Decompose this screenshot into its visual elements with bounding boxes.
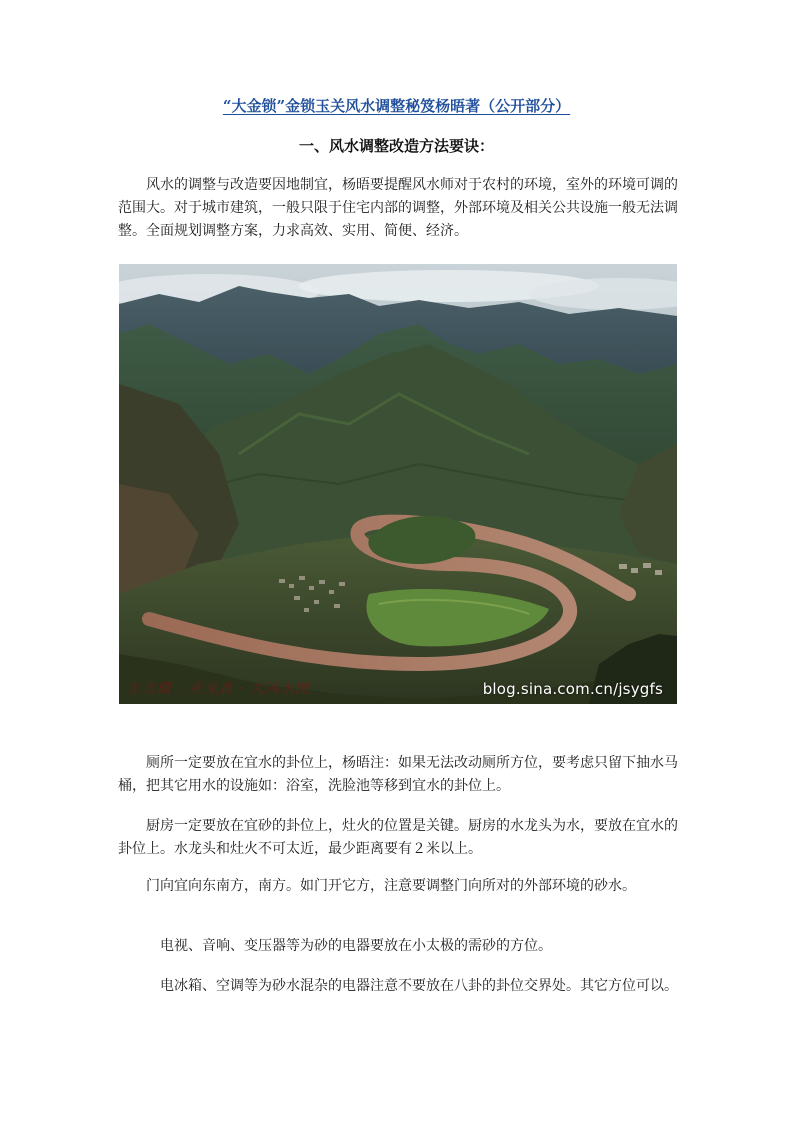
paragraph-appliances-mixed: 电冰箱、空调等为砂水混杂的电器注意不要放在八卦的卦位交界处。其它方位可以。 — [160, 978, 678, 994]
paragraph-appliances-sand: 电视、音响、变压器等为砂的电器要放在小太极的需砂的方位。 — [160, 938, 552, 954]
document-title — [0, 95, 793, 117]
landscape-illustration — [119, 264, 677, 704]
paragraph-door: 门向宜向东南方，南方。如门开它方，注意要调整门向所对的外部环境的砂水。 — [146, 878, 636, 894]
landscape-photo — [119, 264, 677, 704]
intro-paragraph: 风水的调整与改造要因地制宜，杨晤要提醒风水师对于农村的环境，室外的环境可调的范围大。对于城市建筑，一般只限于住宅内部的调整，外部环境及相关公共设施一般无法调整。全面规划调整方案，力求高效、实用、简便、经济。 — [118, 177, 678, 239]
section-heading: 一、风水调整改造方法要诀： — [298, 137, 494, 155]
paragraph-kitchen: 厨房一定要放在宜砂的卦位上，灶火的位置是关键。厨房的水龙头为水，要放在宜水的卦位上。水龙头和灶火不可太近，最少距离要有２米以上。 — [118, 818, 678, 857]
photo-stamp: 东方藏 · 赤龙真 · 大风水图 — [127, 681, 310, 697]
document-title-text: “大金锁”金锁玉关风水调整秘笈杨晤著（公开部分） — [222, 97, 571, 115]
photo-watermark: blog.sina.com.cn/jsygfs — [482, 680, 663, 698]
paragraph-toilet: 厕所一定要放在宜水的卦位上，杨晤注：如果无法改动厕所方位，要考虑只留下抽水马桶，把其它用水的设施如：浴室，洗脸池等移到宜水的卦位上。 — [118, 755, 678, 794]
